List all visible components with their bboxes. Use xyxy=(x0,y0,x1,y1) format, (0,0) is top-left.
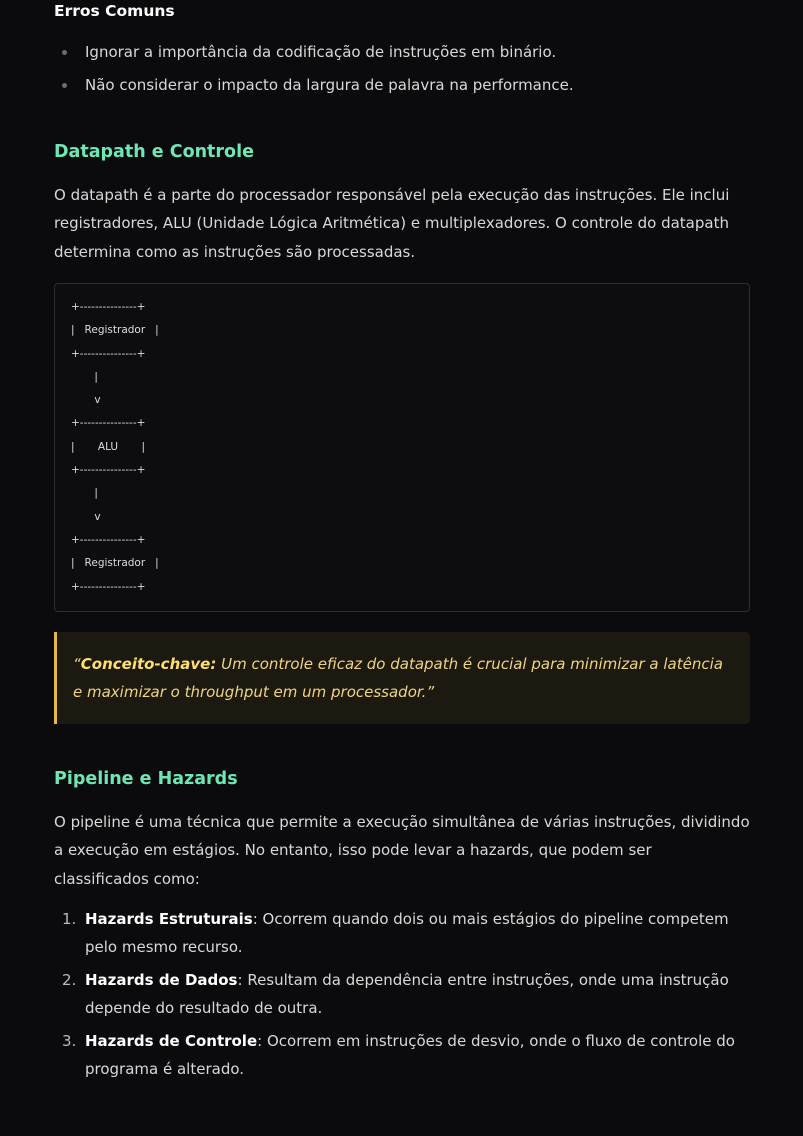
pipeline-heading: Pipeline e Hazards xyxy=(54,769,238,789)
callout-open-quote: “ xyxy=(73,655,81,673)
callout-text: Um controle eficaz do datapath é crucial para minimizar a latência e maximizar o throughput em um processador.” xyxy=(73,655,723,701)
callout-label: Conceito-chave: xyxy=(80,655,217,673)
datapath-diagram-code: +---------------+ | Registrador | +---------------+ | v +---------------+ | ALU | +---------------+ | v +---------------+ | Registrador | +---------------+ xyxy=(71,301,159,593)
code-block[interactable] xyxy=(54,283,750,612)
list-item: Ignorar a importância da codificação de instruções em binário. xyxy=(54,38,750,66)
hazard-description: : Ocorrem em instruções de desvio, onde o fluxo de controle do programa é alterado. xyxy=(85,1032,735,1078)
hazard-description: : Ocorrem quando dois ou mais estágios do pipeline competem pelo mesmo recurso. xyxy=(85,910,729,956)
list-item: Não considerar o impacto da largura de palavra na performance. xyxy=(54,71,750,99)
hazard-term: Hazards Estruturais xyxy=(85,910,253,928)
hazard-description: : Resultam da dependência entre instruções, onde uma instrução depende do resultado de outra. xyxy=(85,971,729,1017)
errors-list xyxy=(54,38,750,104)
datapath-heading: Datapath e Controle xyxy=(54,142,254,162)
datapath-paragraph: O datapath é a parte do processador responsável pela execução das instruções. Ele inclui registradores, ALU (Unidade Lógica Aritmética) e multiplexadores. O controle do datapath determina como as instruções são processadas. xyxy=(54,186,730,261)
hazard-term: Hazards de Controle xyxy=(85,1032,258,1050)
list-item xyxy=(54,1028,750,1083)
list-number: 1. xyxy=(62,910,77,928)
key-concept-callout xyxy=(54,632,750,724)
list-number: 3. xyxy=(62,1032,77,1050)
hazards-list xyxy=(54,906,750,1089)
pipeline-paragraph: O pipeline é uma técnica que permite a execução simultânea de várias instruções, dividindo a execução em estágios. No entanto, isso pode levar a hazards, que podem ser classificados como: xyxy=(54,813,750,888)
list-number: 2. xyxy=(62,971,77,989)
hazard-term: Hazards de Dados xyxy=(85,971,238,989)
errors-heading: Erros Comuns xyxy=(54,2,175,20)
list-item xyxy=(54,906,750,961)
list-item xyxy=(54,967,750,1022)
